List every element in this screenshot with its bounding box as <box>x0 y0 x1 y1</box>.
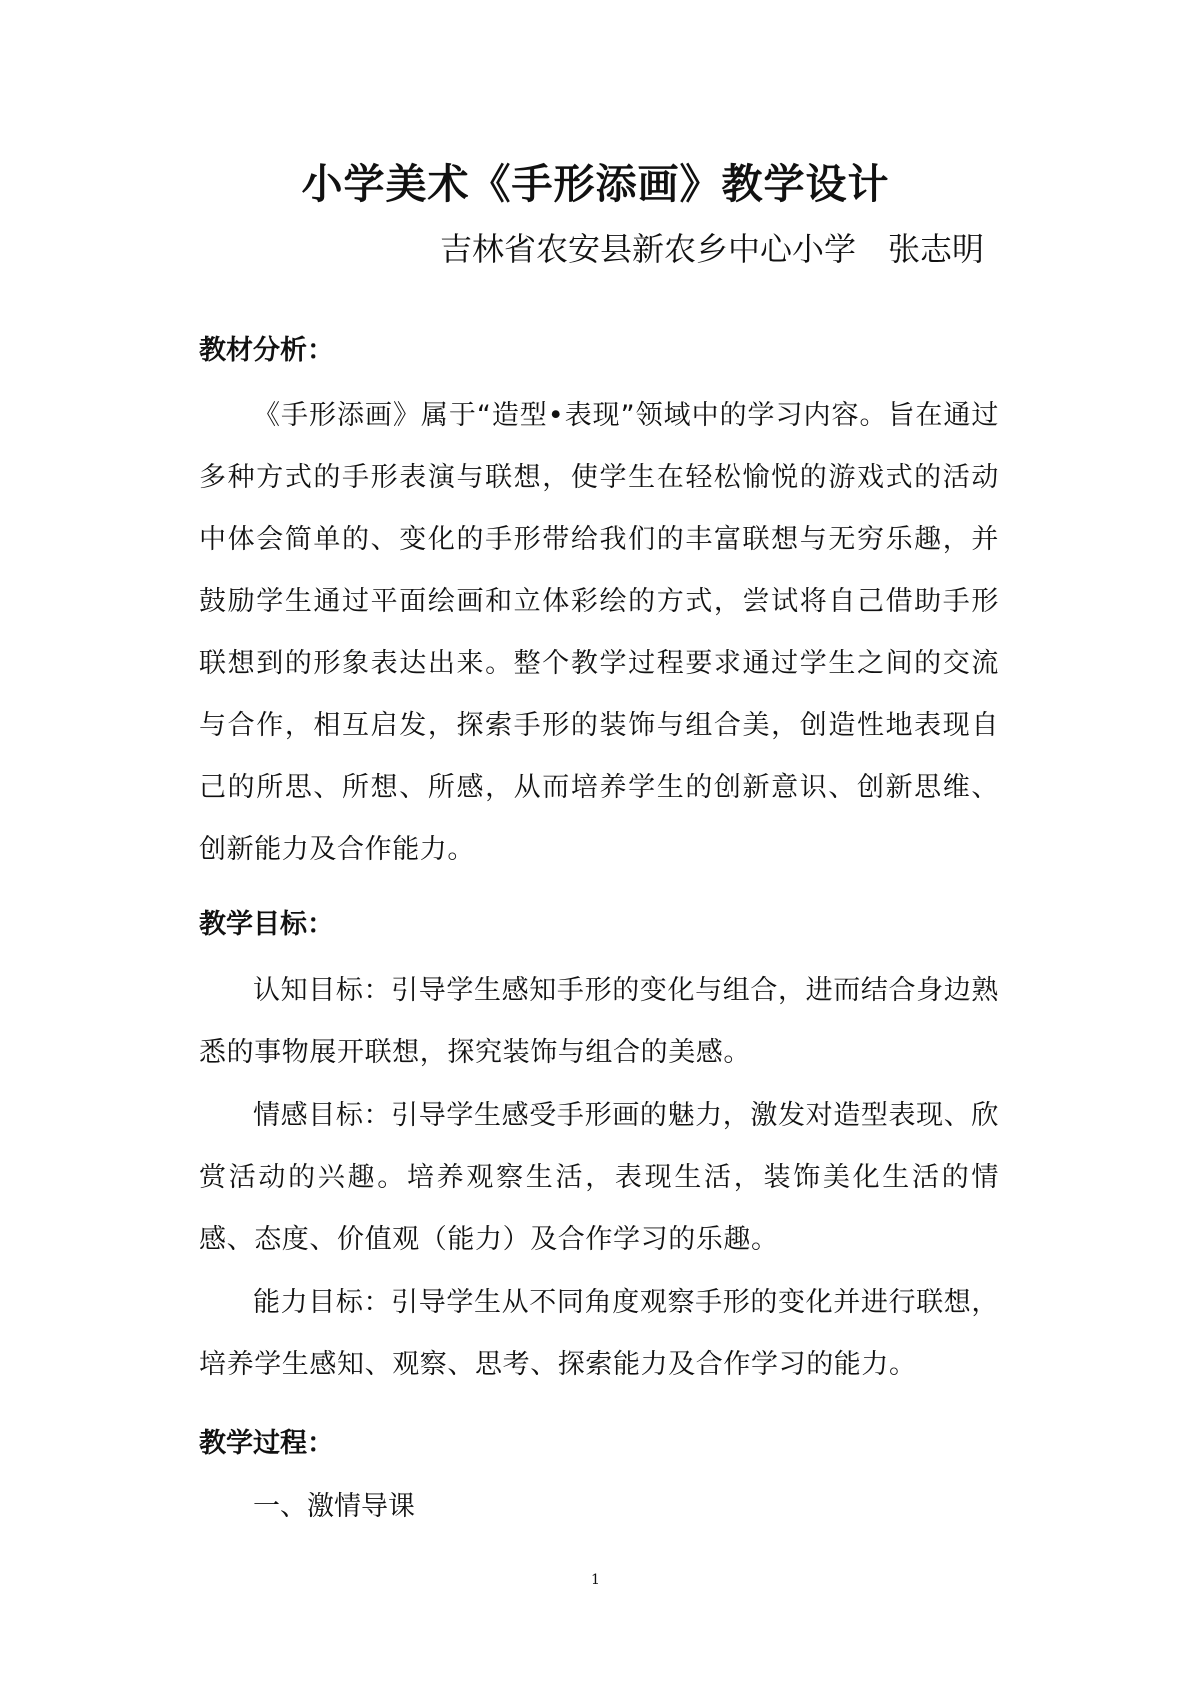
author-line <box>440 227 984 271</box>
document-title: 小学美术《手形添画》教学设计 <box>301 160 890 208</box>
heading-process: 教学过程： <box>199 1428 334 1459</box>
process-step-1: 一、激情导课 <box>253 1491 415 1522</box>
paragraph-cognitive-objective: 认知目标：引导学生感知手形的变化与组合，进而结合身边熟悉的事物展开联想，探究装饰与组合的美感。 <box>199 975 999 1068</box>
heading-analysis: 教材分析： <box>199 335 334 366</box>
author-school: 吉林省农安县新农乡中心小学 <box>440 230 857 268</box>
page-number: 1 <box>591 1572 600 1588</box>
heading-objectives: 教学目标： <box>199 909 334 940</box>
paragraph-analysis: 《手形添画》属于“造型•表现”领域中的学习内容。旨在通过多种方式的手形表演与联想，使学生在轻松愉悦的游戏式的活动中体会简单的、变化的手形带给我们的丰富联想与无穷乐趣，并鼓励学生通过平面绘画和立体彩绘的方式，尝试将自己借助手形联想到的形象表达出来。整个教学过程要求通过学生之间的交流与合作，相互启发，探索手形的装饰与组合美，创造性地表现自己的所思、所想、所感，从而培养学生的创新意识、创新思维、创新能力及合作能力。 <box>199 400 999 865</box>
paragraph-ability-objective: 能力目标：引导学生从不同角度观察手形的变化并进行联想，培养学生感知、观察、思考、探索能力及合作学习的能力。 <box>199 1287 999 1380</box>
author-name: 张志明 <box>888 230 985 268</box>
paragraph-emotional-objective: 情感目标：引导学生感受手形画的魅力，激发对造型表现、欣赏活动的兴趣。培养观察生活，表现生活，装饰美化生活的情感、态度、价值观（能力）及合作学习的乐趣。 <box>199 1100 999 1255</box>
